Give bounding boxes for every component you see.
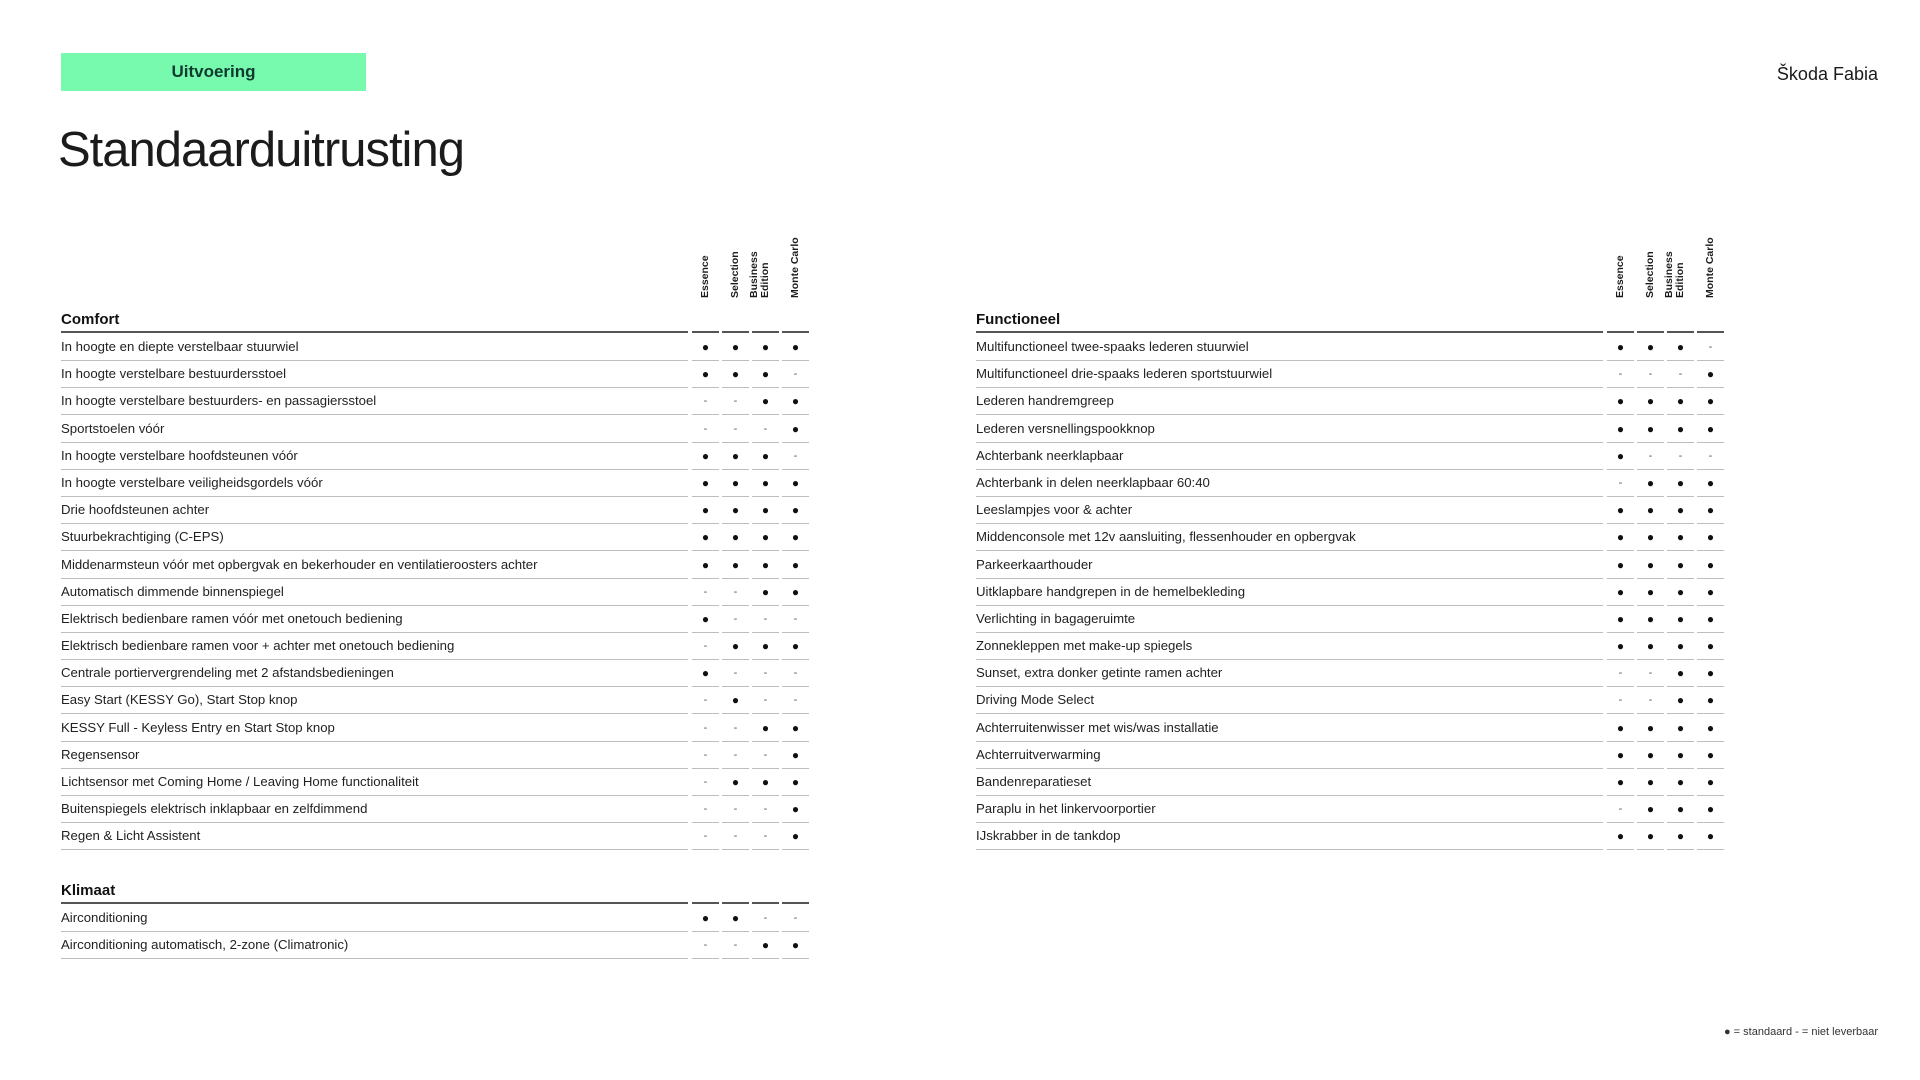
row-label: Middenconsole met 12v aansluiting, flessenhouder en opbergvak	[976, 524, 1603, 551]
column-headers	[976, 214, 1726, 298]
standard-cell: ●	[782, 823, 809, 850]
table-row	[976, 334, 1726, 361]
standard-cell: ●	[782, 715, 809, 742]
standard-cell: ●	[1607, 606, 1634, 633]
table-row	[976, 742, 1726, 769]
standard-cell: ●	[752, 552, 779, 579]
standard-cell: ●	[752, 932, 779, 959]
standard-cell: ●	[752, 524, 779, 551]
table-row	[61, 660, 811, 687]
standard-cell: ●	[1637, 742, 1664, 769]
table-row	[61, 715, 811, 742]
not-available-cell: -	[752, 416, 779, 443]
standard-cell: ●	[692, 470, 719, 497]
not-available-cell: -	[782, 361, 809, 388]
table-row	[976, 497, 1726, 524]
standard-cell: ●	[692, 524, 719, 551]
standard-cell: ●	[1637, 769, 1664, 796]
table-row	[976, 687, 1726, 714]
standard-cell: ●	[782, 497, 809, 524]
not-available-cell: -	[752, 687, 779, 714]
not-available-cell: -	[722, 660, 749, 687]
table-row	[976, 823, 1726, 850]
standard-cell: ●	[1697, 715, 1724, 742]
table-row	[61, 579, 811, 606]
standard-cell: ●	[1697, 416, 1724, 443]
row-label: Parkeerkaarthouder	[976, 552, 1603, 579]
section-rule-label	[976, 331, 1603, 333]
standard-cell: ●	[1667, 524, 1694, 551]
standard-cell: ●	[722, 334, 749, 361]
not-available-cell: -	[1697, 334, 1724, 361]
section-klimaat	[61, 880, 811, 959]
standard-cell: ●	[782, 796, 809, 823]
section-rule-column	[1637, 331, 1664, 333]
section-rule-column	[692, 902, 719, 904]
standard-cell: ●	[1667, 470, 1694, 497]
not-available-cell: -	[692, 823, 719, 850]
row-label: Stuurbekrachtiging (C-EPS)	[61, 524, 688, 551]
standard-cell: ●	[1607, 579, 1634, 606]
not-available-cell: -	[782, 905, 809, 932]
section-functioneel	[976, 309, 1726, 851]
not-available-cell: -	[1607, 796, 1634, 823]
column-header-label: Essence	[1614, 255, 1626, 298]
standard-cell: ●	[692, 334, 719, 361]
standard-cell: ●	[692, 905, 719, 932]
standard-cell: ●	[1607, 715, 1634, 742]
standard-cell: ●	[752, 470, 779, 497]
not-available-cell: -	[692, 796, 719, 823]
section-rule-column	[692, 331, 719, 333]
row-label: Driving Mode Select	[976, 687, 1603, 714]
not-available-cell: -	[782, 660, 809, 687]
section-tag-label: Uitvoering	[171, 62, 256, 81]
section-rule-label	[61, 331, 688, 333]
standard-cell: ●	[782, 579, 809, 606]
standard-cell: ●	[722, 905, 749, 932]
section-rule-column	[722, 902, 749, 904]
standard-cell: ●	[1637, 334, 1664, 361]
table-row	[61, 769, 811, 796]
standard-cell: ●	[722, 524, 749, 551]
not-available-cell: -	[722, 796, 749, 823]
column-header-label: Selection	[1644, 251, 1656, 298]
standard-cell: ●	[722, 552, 749, 579]
table-row	[61, 552, 811, 579]
standard-cell: ●	[722, 769, 749, 796]
standard-cell: ●	[752, 715, 779, 742]
column-header	[1697, 214, 1725, 298]
standard-cell: ●	[1637, 715, 1664, 742]
column-header-label: Selection	[729, 251, 741, 298]
standard-cell: ●	[1667, 687, 1694, 714]
column-header	[782, 214, 810, 298]
row-label: In hoogte verstelbare bestuurdersstoel	[61, 361, 688, 388]
standard-cell: ●	[1607, 497, 1634, 524]
standard-cell: ●	[1667, 796, 1694, 823]
standard-cell: ●	[1607, 769, 1634, 796]
row-label: Elektrisch bedienbare ramen voor + achter met onetouch bediening	[61, 633, 688, 660]
table-row	[976, 715, 1726, 742]
standard-cell: ●	[782, 742, 809, 769]
section-tag	[61, 53, 366, 91]
row-label: Verlichting in bagageruimte	[976, 606, 1603, 633]
table-row	[61, 443, 811, 470]
not-available-cell: -	[1607, 687, 1634, 714]
table-row	[61, 823, 811, 850]
standard-cell: ●	[1697, 497, 1724, 524]
section-rule-label	[61, 902, 688, 904]
section-rule-column	[1607, 331, 1634, 333]
standard-cell: ●	[1697, 388, 1724, 415]
row-label: Uitklapbare handgrepen in de hemelbekleding	[976, 579, 1603, 606]
section-rule-column	[1667, 331, 1694, 333]
row-label: Airconditioning automatisch, 2-zone (Climatronic)	[61, 932, 688, 959]
table-row	[976, 524, 1726, 551]
row-label: Leeslampjes voor & achter	[976, 497, 1603, 524]
row-label: Buitenspiegels elektrisch inklapbaar en zelfdimmend	[61, 796, 688, 823]
column-header	[1637, 214, 1665, 298]
standard-cell: ●	[752, 443, 779, 470]
standard-cell: ●	[1667, 715, 1694, 742]
standard-cell: ●	[782, 388, 809, 415]
standard-cell: ●	[1697, 470, 1724, 497]
column-header	[692, 214, 720, 298]
not-available-cell: -	[752, 796, 779, 823]
standard-cell: ●	[1697, 361, 1724, 388]
standard-cell: ●	[1637, 524, 1664, 551]
standard-cell: ●	[1667, 416, 1694, 443]
standard-cell: ●	[752, 334, 779, 361]
standard-cell: ●	[1607, 633, 1634, 660]
row-label: Drie hoofdsteunen achter	[61, 497, 688, 524]
row-label: In hoogte verstelbare bestuurders- en passagiersstoel	[61, 388, 688, 415]
standard-cell: ●	[1697, 796, 1724, 823]
table-row	[976, 470, 1726, 497]
column-header-label: Business Edition	[1663, 251, 1686, 298]
not-available-cell: -	[752, 823, 779, 850]
standard-cell: ●	[782, 470, 809, 497]
row-label: Achterruitenwisser met wis/was installatie	[976, 715, 1603, 742]
row-label: In hoogte verstelbare hoofdsteunen vóór	[61, 443, 688, 470]
not-available-cell: -	[722, 823, 749, 850]
row-label: In hoogte en diepte verstelbaar stuurwiel	[61, 334, 688, 361]
table-row	[976, 633, 1726, 660]
standard-cell: ●	[752, 633, 779, 660]
not-available-cell: -	[752, 606, 779, 633]
not-available-cell: -	[782, 687, 809, 714]
table-row	[61, 687, 811, 714]
not-available-cell: -	[1697, 443, 1724, 470]
row-label: Multifunctioneel drie-spaaks lederen sportstuurwiel	[976, 361, 1603, 388]
standard-cell: ●	[752, 388, 779, 415]
not-available-cell: -	[1667, 443, 1694, 470]
not-available-cell: -	[692, 715, 719, 742]
standard-cell: ●	[752, 497, 779, 524]
table-row	[61, 633, 811, 660]
row-label: Regen & Licht Assistent	[61, 823, 688, 850]
section-rule-column	[722, 331, 749, 333]
table-row	[61, 742, 811, 769]
standard-cell: ●	[782, 552, 809, 579]
not-available-cell: -	[1637, 687, 1664, 714]
table-row	[61, 932, 811, 959]
not-available-cell: -	[1667, 361, 1694, 388]
standard-cell: ●	[1667, 660, 1694, 687]
standard-cell: ●	[1697, 633, 1724, 660]
standard-cell: ●	[1607, 823, 1634, 850]
table-row	[61, 334, 811, 361]
standard-cell: ●	[1637, 497, 1664, 524]
standard-cell: ●	[692, 497, 719, 524]
not-available-cell: -	[1607, 660, 1634, 687]
standard-cell: ●	[1667, 823, 1694, 850]
standard-cell: ●	[1667, 633, 1694, 660]
standard-cell: ●	[722, 470, 749, 497]
table-row	[61, 796, 811, 823]
row-label: Sportstoelen vóór	[61, 416, 688, 443]
table-row	[61, 470, 811, 497]
row-label: Multifunctioneel twee-spaaks lederen stuurwiel	[976, 334, 1603, 361]
not-available-cell: -	[752, 660, 779, 687]
not-available-cell: -	[722, 715, 749, 742]
standard-cell: ●	[1637, 823, 1664, 850]
row-label: In hoogte verstelbare veiligheidsgordels vóór	[61, 470, 688, 497]
not-available-cell: -	[692, 932, 719, 959]
standard-cell: ●	[782, 334, 809, 361]
standard-cell: ●	[722, 443, 749, 470]
standard-cell: ●	[1607, 334, 1634, 361]
section-rule-column	[782, 902, 809, 904]
section-rule-column	[1697, 331, 1724, 333]
table-row	[976, 606, 1726, 633]
standard-cell: ●	[1637, 579, 1664, 606]
column-header-label: Essence	[699, 255, 711, 298]
standard-cell: ●	[1697, 552, 1724, 579]
column-headers	[61, 214, 811, 298]
section-title: Klimaat	[61, 882, 116, 899]
standard-cell: ●	[1667, 606, 1694, 633]
standard-cell: ●	[1697, 660, 1724, 687]
row-label: Lederen versnellingspookknop	[976, 416, 1603, 443]
table-row	[976, 388, 1726, 415]
standard-cell: ●	[1637, 606, 1664, 633]
standard-cell: ●	[1637, 552, 1664, 579]
row-label: Zonnekleppen met make-up spiegels	[976, 633, 1603, 660]
standard-cell: ●	[692, 660, 719, 687]
standard-cell: ●	[1697, 769, 1724, 796]
section-title: Functioneel	[976, 311, 1061, 328]
standard-cell: ●	[752, 769, 779, 796]
standard-cell: ●	[752, 361, 779, 388]
row-label: KESSY Full - Keyless Entry en Start Stop knop	[61, 715, 688, 742]
row-label: Lichtsensor met Coming Home / Leaving Home functionaliteit	[61, 769, 688, 796]
standard-cell: ●	[1667, 497, 1694, 524]
standard-cell: ●	[722, 687, 749, 714]
row-label: Achterruitverwarming	[976, 742, 1603, 769]
standard-cell: ●	[1697, 687, 1724, 714]
not-available-cell: -	[722, 416, 749, 443]
not-available-cell: -	[692, 742, 719, 769]
table-row	[976, 796, 1726, 823]
standard-cell: ●	[1697, 742, 1724, 769]
table-row	[976, 361, 1726, 388]
table-row	[61, 606, 811, 633]
row-label: Paraplu in het linkervoorportier	[976, 796, 1603, 823]
not-available-cell: -	[722, 742, 749, 769]
section-comfort	[61, 309, 811, 851]
not-available-cell: -	[692, 388, 719, 415]
not-available-cell: -	[692, 579, 719, 606]
standard-cell: ●	[782, 416, 809, 443]
column-header	[748, 214, 780, 298]
standard-cell: ●	[1637, 470, 1664, 497]
standard-cell: ●	[1667, 769, 1694, 796]
column-header-label: Monte Carlo	[789, 237, 801, 298]
standard-cell: ●	[722, 361, 749, 388]
section-rule-column	[752, 902, 779, 904]
table-row	[976, 416, 1726, 443]
not-available-cell: -	[722, 606, 749, 633]
standard-cell: ●	[752, 579, 779, 606]
standard-cell: ●	[1607, 416, 1634, 443]
row-label: Lederen handremgreep	[976, 388, 1603, 415]
standard-cell: ●	[1667, 742, 1694, 769]
not-available-cell: -	[722, 932, 749, 959]
standard-cell: ●	[722, 633, 749, 660]
standard-cell: ●	[1637, 796, 1664, 823]
standard-cell: ●	[692, 552, 719, 579]
row-label: Achterbank in delen neerklapbaar 60:40	[976, 470, 1603, 497]
table-row	[61, 905, 811, 932]
section-rule-column	[752, 331, 779, 333]
section-title: Comfort	[61, 311, 120, 328]
table-row	[976, 769, 1726, 796]
standard-cell: ●	[1637, 633, 1664, 660]
standard-cell: ●	[782, 932, 809, 959]
row-label: Achterbank neerklapbaar	[976, 443, 1603, 470]
table-row	[61, 416, 811, 443]
column-header	[722, 214, 750, 298]
row-label: Centrale portiervergrendeling met 2 afstandsbedieningen	[61, 660, 688, 687]
standard-cell: ●	[1667, 579, 1694, 606]
column-header	[1607, 214, 1635, 298]
table-row	[976, 579, 1726, 606]
row-label: Bandenreparatieset	[976, 769, 1603, 796]
table-row	[61, 361, 811, 388]
row-label: Easy Start (KESSY Go), Start Stop knop	[61, 687, 688, 714]
table-row	[61, 524, 811, 551]
standard-cell: ●	[1637, 416, 1664, 443]
table-row	[976, 660, 1726, 687]
not-available-cell: -	[722, 579, 749, 606]
legend: ● = standaard - = niet leverbaar	[1723, 1026, 1878, 1038]
standard-cell: ●	[782, 524, 809, 551]
table-row	[976, 552, 1726, 579]
not-available-cell: -	[1637, 443, 1664, 470]
standard-cell: ●	[1607, 388, 1634, 415]
column-header-label: Business Edition	[748, 251, 771, 298]
row-label: Airconditioning	[61, 905, 688, 932]
standard-cell: ●	[1607, 524, 1634, 551]
not-available-cell: -	[1607, 361, 1634, 388]
row-label: Middenarmsteun vóór met opbergvak en bekerhouder en ventilatieroosters achter	[61, 552, 688, 579]
not-available-cell: -	[722, 388, 749, 415]
row-label: Sunset, extra donker getinte ramen achter	[976, 660, 1603, 687]
standard-cell: ●	[782, 633, 809, 660]
standard-cell: ●	[1607, 443, 1634, 470]
standard-cell: ●	[1667, 334, 1694, 361]
standard-cell: ●	[1607, 742, 1634, 769]
row-label: Elektrisch bedienbare ramen vóór met onetouch bediening	[61, 606, 688, 633]
not-available-cell: -	[692, 633, 719, 660]
row-label: Regensensor	[61, 742, 688, 769]
not-available-cell: -	[1637, 660, 1664, 687]
not-available-cell: -	[692, 769, 719, 796]
standard-cell: ●	[1697, 579, 1724, 606]
not-available-cell: -	[752, 742, 779, 769]
standard-cell: ●	[692, 361, 719, 388]
not-available-cell: -	[782, 443, 809, 470]
standard-cell: ●	[692, 443, 719, 470]
standard-cell: ●	[1637, 388, 1664, 415]
standard-cell: ●	[782, 769, 809, 796]
standard-cell: ●	[1667, 552, 1694, 579]
standard-cell: ●	[692, 606, 719, 633]
table-row	[61, 497, 811, 524]
page-title: Standaarduitrusting	[58, 123, 464, 177]
standard-cell: ●	[1697, 823, 1724, 850]
not-available-cell: -	[692, 687, 719, 714]
section-rule-column	[782, 331, 809, 333]
row-label: IJskrabber in de tankdop	[976, 823, 1603, 850]
not-available-cell: -	[782, 606, 809, 633]
standard-cell: ●	[1697, 606, 1724, 633]
standard-cell: ●	[1607, 552, 1634, 579]
table-row	[61, 388, 811, 415]
not-available-cell: -	[752, 905, 779, 932]
standard-cell: ●	[1697, 524, 1724, 551]
standard-cell: ●	[1667, 388, 1694, 415]
column-header	[1663, 214, 1695, 298]
standard-cell: ●	[722, 497, 749, 524]
not-available-cell: -	[1637, 361, 1664, 388]
not-available-cell: -	[1607, 470, 1634, 497]
table-row	[976, 443, 1726, 470]
not-available-cell: -	[692, 416, 719, 443]
column-header-label: Monte Carlo	[1704, 237, 1716, 298]
brand-label: Škoda Fabia	[1776, 64, 1878, 84]
row-label: Automatisch dimmende binnenspiegel	[61, 579, 688, 606]
